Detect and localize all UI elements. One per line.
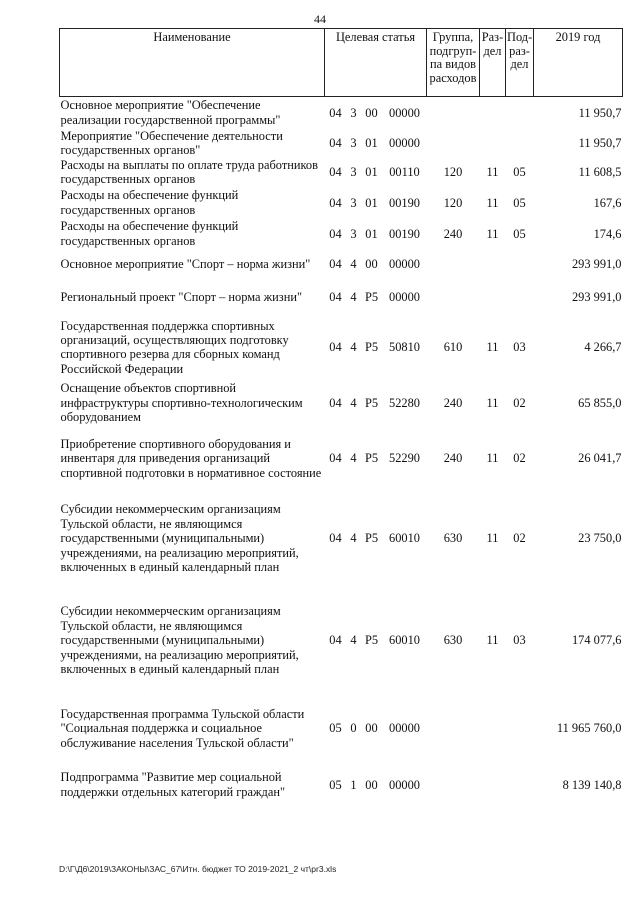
row-subsection: 02 [513, 451, 526, 466]
row-amount: 11 965 760,0 [556, 721, 622, 736]
table-row [60, 315, 623, 379]
row-code-direction: 50810 [389, 340, 420, 355]
row-name: Государственная поддержка спортивных организаций, осуществляющих подготовку спортивного резерва для сборных команд Российской Федерации [60, 318, 289, 376]
row-section: 11 [486, 340, 499, 355]
row-code-subprogram: 4 [350, 531, 357, 546]
row-amount: 174,6 [593, 226, 622, 241]
row-section: 11 [486, 531, 499, 546]
row-amount: 11 950,7 [578, 105, 622, 120]
row-code-event: Р5 [364, 395, 379, 410]
row-subsection [506, 279, 534, 315]
row-amount: 8 139 140,8 [562, 777, 622, 792]
row-code-subprogram: 3 [350, 195, 357, 210]
row-subsection: 05 [513, 165, 526, 180]
table-row [60, 586, 623, 694]
header-group: Группа, подгруп-па видов расходов [427, 29, 480, 97]
row-code-direction: 00190 [389, 226, 420, 241]
row-subsection: 05 [513, 195, 526, 210]
row-amount: 23 750,0 [578, 531, 622, 546]
table-row [60, 249, 623, 279]
row-amount: 11 950,7 [578, 135, 622, 150]
row-code-subprogram: 1 [350, 777, 357, 792]
row-group: 630 [443, 633, 463, 648]
row-code-subprogram: 4 [350, 290, 357, 305]
row-code-subprogram: 3 [350, 135, 357, 150]
row-group [427, 694, 480, 762]
row-section: 11 [486, 165, 499, 180]
row-name: Основное мероприятие "Обеспечение реализации государственной программы" [60, 98, 281, 127]
row-code-program: 04 [329, 135, 342, 150]
table-row [60, 218, 623, 249]
row-code-subprogram: 3 [350, 105, 357, 120]
row-code-subprogram: 3 [350, 226, 357, 241]
row-code-event: 00 [365, 777, 378, 792]
row-amount: 293 991,0 [571, 257, 622, 272]
row-code-direction: 00000 [389, 777, 420, 792]
row-group: 240 [443, 451, 463, 466]
row-code-program: 04 [329, 105, 342, 120]
row-section: 11 [486, 226, 499, 241]
table-row [60, 426, 623, 490]
row-code-program: 05 [329, 777, 342, 792]
row-code-subprogram: 4 [350, 340, 357, 355]
row-group: 120 [443, 165, 463, 180]
table-row [60, 279, 623, 315]
row-group: 240 [443, 395, 463, 410]
row-group: 630 [443, 531, 463, 546]
row-name: Подпрограмма "Развитие мер социальной поддержки отдельных категорий граждан" [60, 770, 286, 799]
row-group [427, 249, 480, 279]
row-code-event: 01 [365, 165, 378, 180]
row-code-event: Р5 [364, 290, 379, 305]
row-code-program: 04 [329, 340, 342, 355]
row-name: Мероприятие "Обеспечение деятельности государственных органов" [60, 128, 283, 157]
row-code-direction: 00000 [389, 135, 420, 150]
row-amount: 4 266,7 [584, 340, 622, 355]
row-code-direction: 60010 [389, 633, 420, 648]
table-row [60, 129, 623, 158]
row-subsection: 05 [513, 226, 526, 241]
header-year: 2019 год [534, 29, 623, 97]
row-code-program: 05 [329, 721, 342, 736]
table-header-row [60, 29, 623, 97]
row-code-direction: 00000 [389, 290, 420, 305]
row-code-program: 04 [329, 226, 342, 241]
row-section [480, 279, 506, 315]
row-code-program: 04 [329, 633, 342, 648]
row-code-event: Р5 [364, 451, 379, 466]
row-name: Расходы на обеспечение функций государственных органов [60, 219, 239, 248]
row-amount: 65 855,0 [578, 395, 622, 410]
row-name: Расходы на обеспечение функций государственных органов [60, 188, 239, 217]
row-code-direction: 00000 [389, 105, 420, 120]
row-code-event: Р5 [364, 633, 379, 648]
row-subsection: 02 [513, 531, 526, 546]
row-name: Субсидии некоммерческим организациям Тульской области, не являющимся государственными (муниципальными) учреждениями, на реализацию мероприятий, включенных в единый календарный план [60, 604, 299, 676]
row-group [427, 279, 480, 315]
row-code-subprogram: 0 [350, 721, 357, 736]
table-row [60, 490, 623, 586]
row-code-program: 04 [329, 257, 342, 272]
row-code-program: 04 [329, 290, 342, 305]
row-code-direction: 00110 [389, 165, 420, 180]
row-subsection [506, 249, 534, 279]
row-code-event: 01 [365, 195, 378, 210]
row-name: Приобретение спортивного оборудования и инвентаря для приведения организаций спортивной подготовки в нормативное состояние [60, 436, 322, 480]
row-group [427, 762, 480, 807]
table-row [60, 694, 623, 762]
row-amount: 167,6 [593, 195, 622, 210]
row-code-direction: 60010 [389, 531, 420, 546]
row-code-event: 01 [365, 226, 378, 241]
table-body [60, 97, 623, 808]
row-code-event: 01 [365, 135, 378, 150]
table-row [60, 97, 623, 129]
row-subsection: 03 [513, 340, 526, 355]
row-name: Расходы на выплаты по оплате труда работников государственных органов [60, 157, 318, 187]
header-name: Наименование [60, 29, 325, 97]
row-group: 240 [443, 226, 463, 241]
table-row [60, 157, 623, 187]
row-subsection [506, 694, 534, 762]
row-name: Субсидии некоммерческим организациям Тульской области, не являющимся государственными (муниципальными) учреждениями, на реализацию мероприятий, включенных в единый календарный план [60, 502, 299, 574]
row-group: 120 [443, 195, 463, 210]
header-target-article: Целевая статья [325, 29, 427, 97]
table-row [60, 187, 623, 218]
row-name: Региональный проект "Спорт – норма жизни" [60, 290, 303, 305]
row-subsection: 03 [513, 633, 526, 648]
page-number: 44 [314, 12, 326, 26]
row-subsection [506, 762, 534, 807]
row-subsection: 02 [513, 395, 526, 410]
header-subsection: Под-раз-дел [506, 29, 534, 97]
row-code-event: 00 [365, 105, 378, 120]
row-section [480, 762, 506, 807]
row-amount: 11 608,5 [578, 165, 622, 180]
row-code-event: 00 [365, 721, 378, 736]
row-code-direction: 52280 [389, 395, 420, 410]
row-code-event: Р5 [364, 531, 379, 546]
row-section [480, 97, 506, 129]
table-row [60, 379, 623, 426]
footer-file-path: D:\Г\Д6\2019\ЗАКОНЫ\ЗАС_67\Итн. бюджет ТО 2019-2021_2 чт\pr3.xls [59, 864, 337, 874]
row-code-direction: 00000 [389, 721, 420, 736]
row-code-event: 00 [365, 257, 378, 272]
row-section: 11 [486, 451, 499, 466]
row-code-program: 04 [329, 451, 342, 466]
row-code-direction: 00000 [389, 257, 420, 272]
row-code-program: 04 [329, 531, 342, 546]
row-code-direction: 52290 [389, 451, 420, 466]
row-section: 11 [486, 395, 499, 410]
row-code-program: 04 [329, 165, 342, 180]
row-section: 11 [486, 633, 499, 648]
row-code-direction: 00190 [389, 195, 420, 210]
row-code-subprogram: 4 [350, 395, 357, 410]
row-code-subprogram: 4 [350, 451, 357, 466]
row-amount: 26 041,7 [578, 451, 622, 466]
row-group [427, 129, 480, 158]
row-code-event: Р5 [364, 340, 379, 355]
header-section: Раз-дел [480, 29, 506, 97]
row-amount: 174 077,6 [571, 633, 622, 648]
row-section [480, 129, 506, 158]
table-row [60, 762, 623, 807]
row-group: 610 [443, 340, 463, 355]
row-code-subprogram: 3 [350, 165, 357, 180]
row-section: 11 [486, 195, 499, 210]
row-subsection [506, 97, 534, 129]
budget-table [59, 28, 623, 807]
row-code-program: 04 [329, 395, 342, 410]
row-subsection [506, 129, 534, 158]
row-section [480, 249, 506, 279]
row-code-subprogram: 4 [350, 257, 357, 272]
row-section [480, 694, 506, 762]
row-amount: 293 991,0 [571, 290, 622, 305]
row-name: Государственная программа Тульской области "Социальная поддержка и социальное обслуживание населения Тульской области" [60, 706, 305, 750]
row-code-subprogram: 4 [350, 633, 357, 648]
row-group [427, 97, 480, 129]
row-name: Оснащение объектов спортивной инфраструктуры спортивно-технологическим оборудованием [60, 381, 303, 425]
row-code-program: 04 [329, 195, 342, 210]
row-name: Основное мероприятие "Спорт – норма жизни" [60, 257, 311, 272]
